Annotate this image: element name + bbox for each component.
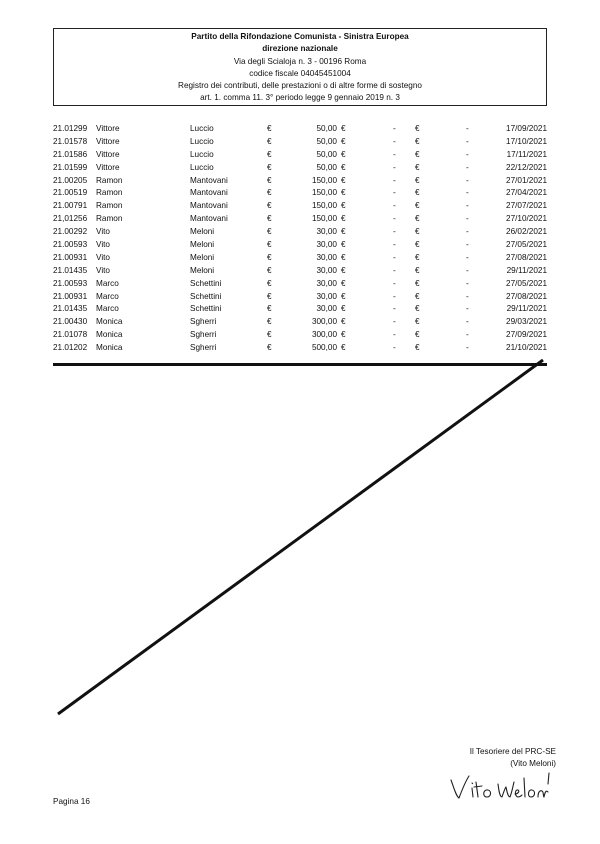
first-name: Vittore (96, 149, 120, 159)
empty-value: - (466, 252, 469, 262)
last-name: Mantovani (190, 188, 228, 198)
empty-value: - (466, 175, 469, 185)
tax-code: codice fiscale 04045451004 (249, 68, 351, 78)
address: Via degli Scialoja n. 3 - 00196 Roma (233, 56, 367, 66)
currency-symbol: € (415, 265, 420, 275)
empty-value: - (393, 343, 396, 353)
empty-value: - (393, 278, 396, 288)
contribution-date: 29/03/2021 (506, 317, 547, 327)
empty-value: - (393, 136, 396, 146)
register-title: Registro dei contributi, delle prestazioni o di altre forme di sostegno (178, 81, 422, 91)
record-id: 21.00292 (53, 227, 88, 237)
amount: 30,00 (316, 291, 337, 301)
currency-symbol: € (341, 214, 346, 224)
currency-symbol: € (267, 149, 272, 159)
empty-value: - (466, 136, 469, 146)
currency-symbol: € (415, 201, 420, 211)
currency-symbol: € (415, 214, 420, 224)
currency-symbol: € (341, 240, 346, 250)
first-name: Marco (96, 291, 119, 301)
last-name: Mantovani (190, 214, 228, 224)
contribution-date: 27/08/2021 (506, 252, 547, 262)
contribution-date: 27/05/2021 (506, 240, 547, 250)
amount: 30,00 (316, 252, 337, 262)
amount: 300,00 (311, 317, 337, 327)
amount: 50,00 (316, 124, 337, 133)
currency-symbol: € (415, 317, 420, 327)
currency-symbol: € (341, 291, 346, 301)
last-name: Luccio (190, 124, 214, 133)
record-id: 21.01435 (53, 304, 88, 314)
currency-symbol: € (267, 278, 272, 288)
empty-value: - (466, 201, 469, 211)
party-name: Partito della Rifondazione Comunista - Sinistra Europea (191, 32, 409, 41)
amount: 150,00 (311, 175, 337, 185)
currency-symbol: € (415, 149, 420, 159)
currency-symbol: € (267, 291, 272, 301)
first-name: Ramon (96, 188, 123, 198)
empty-value: - (393, 304, 396, 314)
currency-symbol: € (267, 317, 272, 327)
amount: 30,00 (316, 240, 337, 250)
empty-value: - (466, 227, 469, 237)
empty-value: - (393, 149, 396, 159)
contribution-date: 21/10/2021 (506, 343, 547, 353)
first-name: Ramon (96, 175, 123, 185)
currency-symbol: € (267, 214, 272, 224)
currency-symbol: € (267, 162, 272, 172)
currency-symbol: € (267, 175, 272, 185)
contribution-date: 27/07/2021 (506, 201, 547, 211)
empty-value: - (393, 330, 396, 340)
contribution-date: 27/08/2021 (506, 291, 547, 301)
contribution-date: 22/12/2021 (506, 162, 547, 172)
currency-symbol: € (267, 330, 272, 340)
amount: 50,00 (316, 149, 337, 159)
contribution-date: 29/11/2021 (506, 304, 547, 314)
last-name: Schettini (190, 291, 222, 301)
first-name: Monica (96, 317, 123, 327)
empty-value: - (466, 214, 469, 224)
last-name: Schettini (190, 278, 222, 288)
currency-symbol: € (267, 136, 272, 146)
currency-symbol: € (341, 175, 346, 185)
empty-value: - (466, 162, 469, 172)
currency-symbol: € (415, 278, 420, 288)
contribution-date: 17/10/2021 (506, 136, 547, 146)
first-name: Vittore (96, 124, 120, 133)
currency-symbol: € (341, 343, 346, 353)
first-name: Vito (96, 252, 110, 262)
empty-value: - (393, 317, 396, 327)
empty-value: - (466, 330, 469, 340)
currency-symbol: € (341, 278, 346, 288)
empty-value: - (466, 149, 469, 159)
amount: 150,00 (311, 188, 337, 198)
currency-symbol: € (267, 188, 272, 198)
currency-symbol: € (267, 304, 272, 314)
treasurer-block (470, 746, 556, 770)
record-id: 21.00519 (53, 188, 88, 198)
currency-symbol: € (267, 227, 272, 237)
currency-symbol: € (415, 162, 420, 172)
currency-symbol: € (341, 252, 346, 262)
currency-symbol: € (267, 124, 272, 133)
currency-symbol: € (415, 227, 420, 237)
amount: 300,00 (311, 330, 337, 340)
empty-value: - (466, 278, 469, 288)
empty-value: - (466, 343, 469, 353)
amount: 150,00 (311, 214, 337, 224)
empty-value: - (466, 304, 469, 314)
record-id: 21.00931 (53, 291, 88, 301)
currency-symbol: € (341, 227, 346, 237)
currency-symbol: € (341, 149, 346, 159)
currency-symbol: € (267, 343, 272, 353)
record-id: 21.00593 (53, 240, 88, 250)
currency-symbol: € (415, 252, 420, 262)
currency-symbol: € (341, 136, 346, 146)
last-name: Meloni (190, 265, 215, 275)
last-name: Mantovani (190, 201, 228, 211)
first-name: Monica (96, 330, 123, 340)
record-id: 21.01599 (53, 162, 88, 172)
empty-value: - (466, 317, 469, 327)
contribution-date: 17/09/2021 (506, 124, 547, 133)
empty-value: - (393, 227, 396, 237)
first-name: Marco (96, 278, 119, 288)
currency-symbol: € (267, 240, 272, 250)
page-number: Pagina 16 (53, 797, 90, 806)
amount: 30,00 (316, 227, 337, 237)
empty-value: - (393, 162, 396, 172)
first-name: Marco (96, 304, 119, 314)
last-name: Sgherri (190, 330, 217, 340)
currency-symbol: € (415, 343, 420, 353)
currency-symbol: € (341, 124, 346, 133)
currency-symbol: € (267, 265, 272, 275)
first-name: Vito (96, 227, 110, 237)
currency-symbol: € (415, 291, 420, 301)
last-name: Meloni (190, 227, 215, 237)
empty-value: - (466, 291, 469, 301)
last-name: Sgherri (190, 317, 217, 327)
currency-symbol: € (341, 330, 346, 340)
empty-value: - (393, 201, 396, 211)
currency-symbol: € (415, 124, 420, 133)
record-id: 21.00205 (53, 175, 88, 185)
first-name: Monica (96, 343, 123, 353)
last-name: Luccio (190, 162, 214, 172)
record-id: 21.01586 (53, 149, 88, 159)
empty-value: - (393, 265, 396, 275)
contribution-date: 27/05/2021 (506, 278, 547, 288)
first-name: Ramon (96, 214, 123, 224)
currency-symbol: € (341, 265, 346, 275)
amount: 30,00 (316, 278, 337, 288)
contribution-date: 27/04/2021 (506, 188, 547, 198)
record-id: 21,01256 (53, 214, 88, 224)
last-name: Sgherri (190, 343, 217, 353)
empty-value: - (393, 291, 396, 301)
first-name: Vittore (96, 136, 120, 146)
contribution-date: 26/02/2021 (506, 227, 547, 237)
contribution-date: 27/10/2021 (506, 214, 547, 224)
currency-symbol: € (415, 304, 420, 314)
empty-value: - (393, 214, 396, 224)
currency-symbol: € (341, 162, 346, 172)
last-name: Mantovani (190, 175, 228, 185)
record-id: 21.01578 (53, 136, 88, 146)
empty-value: - (393, 124, 396, 133)
amount: 50,00 (316, 162, 337, 172)
record-id: 21.00791 (53, 201, 88, 211)
first-name: Vittore (96, 162, 120, 172)
treasurer-title: Il Tesoriere del PRC-SE (469, 747, 556, 756)
first-name: Vito (96, 240, 110, 250)
currency-symbol: € (415, 330, 420, 340)
empty-value: - (466, 240, 469, 250)
currency-symbol: € (415, 175, 420, 185)
last-name: Schettini (190, 304, 222, 314)
currency-symbol: € (415, 188, 420, 198)
empty-value: - (393, 175, 396, 185)
empty-value: - (393, 188, 396, 198)
currency-symbol: € (267, 201, 272, 211)
record-id: 21.00931 (53, 252, 88, 262)
handwritten-signature (448, 770, 552, 804)
currency-symbol: € (415, 240, 420, 250)
last-name: Meloni (190, 240, 215, 250)
last-name: Luccio (190, 136, 214, 146)
empty-value: - (466, 188, 469, 198)
record-id: 21.01435 (53, 265, 88, 275)
record-id: 21.00430 (53, 317, 88, 327)
contribution-date: 17/11/2021 (506, 149, 547, 159)
currency-symbol: € (341, 201, 346, 211)
legal-reference: art. 1. comma 11. 3° periodo legge 9 gennaio 2019 n. 3 (200, 93, 400, 103)
amount: 500,00 (311, 343, 337, 353)
currency-symbol: € (415, 136, 420, 146)
treasurer-name: (Vito Meloni) (510, 759, 556, 768)
currency-symbol: € (267, 252, 272, 262)
first-name: Ramon (96, 201, 123, 211)
department-name: direzione nazionale (262, 44, 338, 54)
record-id: 21.00593 (53, 278, 88, 288)
contribution-date: 27/01/2021 (506, 175, 547, 185)
amount: 30,00 (316, 304, 337, 314)
empty-value: - (393, 240, 396, 250)
currency-symbol: € (341, 304, 346, 314)
currency-symbol: € (341, 317, 346, 327)
currency-symbol: € (341, 188, 346, 198)
empty-value: - (466, 124, 469, 133)
record-id: 21.01078 (53, 330, 88, 340)
contribution-date: 29/11/2021 (506, 265, 547, 275)
first-name: Vito (96, 265, 110, 275)
amount: 50,00 (316, 136, 337, 146)
amount: 150,00 (311, 201, 337, 211)
empty-value: - (466, 265, 469, 275)
record-id: 21.01202 (53, 343, 88, 353)
last-name: Meloni (190, 252, 215, 262)
record-id: 21.01299 (53, 124, 88, 133)
amount: 30,00 (316, 265, 337, 275)
contribution-date: 27/09/2021 (506, 330, 547, 340)
last-name: Luccio (190, 149, 214, 159)
empty-value: - (393, 252, 396, 262)
